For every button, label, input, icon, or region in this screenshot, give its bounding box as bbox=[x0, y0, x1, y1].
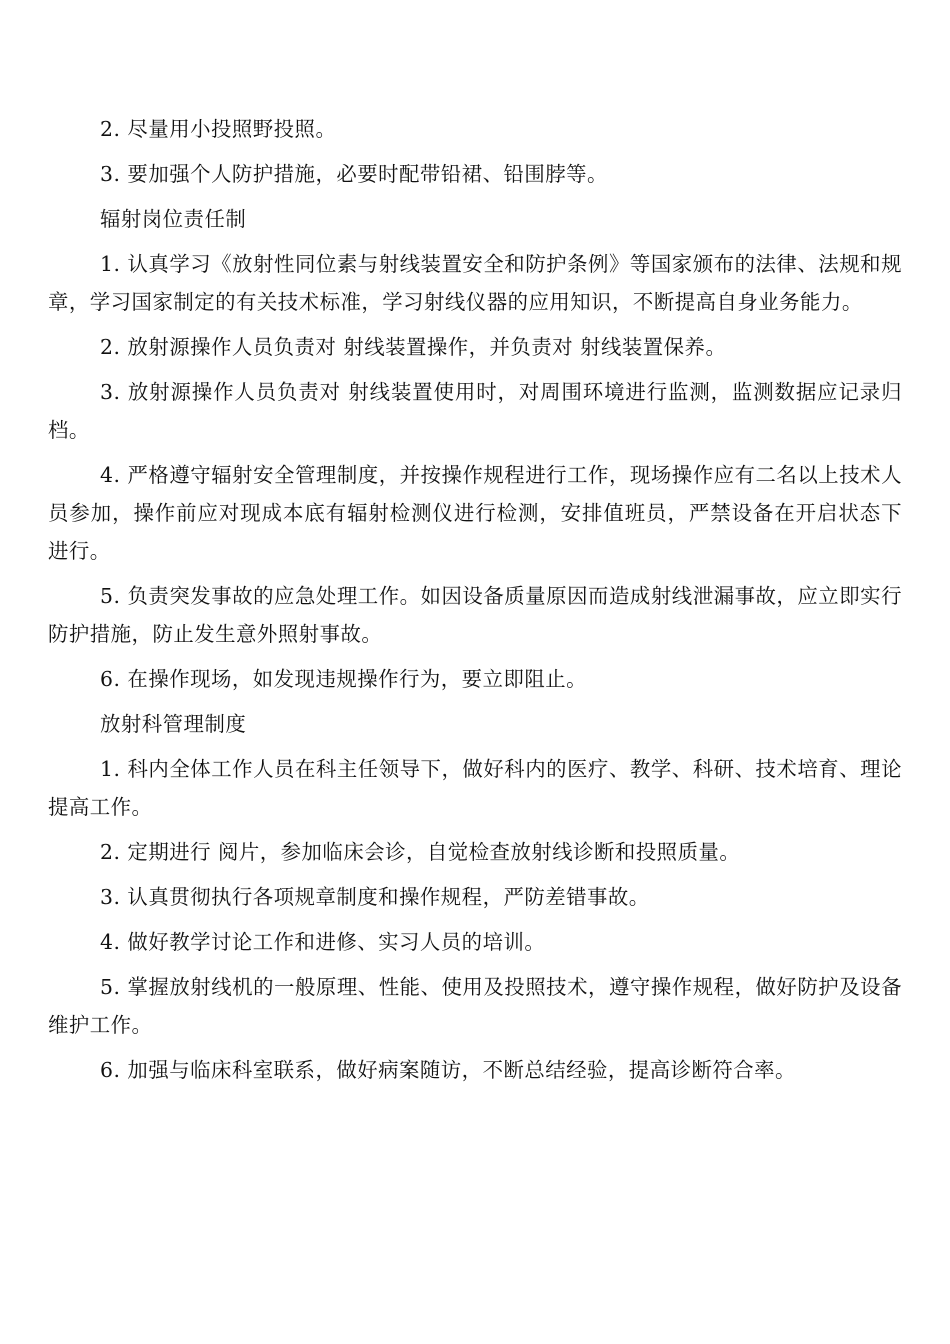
paragraph-management-5: 5. 掌握放射线机的一般原理、性能、使用及投照技术，遵守操作规程，做好防护及设备维护工作。 bbox=[48, 975, 902, 1037]
section-heading-radiology-management: 放射科管理制度 bbox=[100, 712, 247, 736]
paragraph-duty-2: 2. 放射源操作人员负责对 射线装置操作，并负责对 射线装置保养。 bbox=[100, 335, 727, 359]
section-heading-radiation-duty: 辐射岗位责任制 bbox=[100, 207, 247, 231]
paragraph-protection-3: 3. 要加强个人防护措施，必要时配带铅裙、铅围脖等。 bbox=[100, 162, 608, 186]
paragraph-management-3: 3. 认真贯彻执行各项规章制度和操作规程，严防差错事故。 bbox=[100, 885, 650, 909]
paragraph-duty-4: 4. 严格遵守辐射安全管理制度，并按操作规程进行工作，现场操作应有二名以上技术人员参加，操作前应对现成本底有辐射检测仪进行检测，安排值班员，严禁设备在开启状态下进行。 bbox=[48, 463, 902, 563]
paragraph-duty-5: 5. 负责突发事故的应急处理工作。如因设备质量原因而造成射线泄漏事故，应立即实行防护措施，防止发生意外照射事故。 bbox=[48, 584, 902, 646]
paragraph-management-4: 4. 做好教学讨论工作和进修、实习人员的培训。 bbox=[100, 930, 546, 954]
paragraph-management-6: 6. 加强与临床科室联系，做好病案随访，不断总结经验，提高诊断符合率。 bbox=[100, 1058, 796, 1082]
paragraph-management-2: 2. 定期进行 阅片，参加临床会诊，自觉检查放射线诊断和投照质量。 bbox=[100, 840, 741, 864]
paragraph-management-1: 1. 科内全体工作人员在科主任领导下，做好科内的医疗、教学、科研、技术培育、理论提高工作。 bbox=[48, 757, 902, 819]
document-page bbox=[48, 110, 902, 1096]
paragraph-duty-6: 6. 在操作现场，如发现违规操作行为，要立即阻止。 bbox=[100, 667, 588, 691]
paragraph-duty-1: 1. 认真学习《放射性同位素与射线装置安全和防护条例》等国家颁布的法律、法规和规章，学习国家制定的有关技术标准，学习射线仪器的应用知识，不断提高自身业务能力。 bbox=[48, 252, 902, 314]
paragraph-protection-2: 2. 尽量用小投照野投照。 bbox=[100, 117, 337, 141]
paragraph-duty-3: 3. 放射源操作人员负责对 射线装置使用时，对周围环境进行监测，监测数据应记录归档。 bbox=[48, 380, 902, 442]
